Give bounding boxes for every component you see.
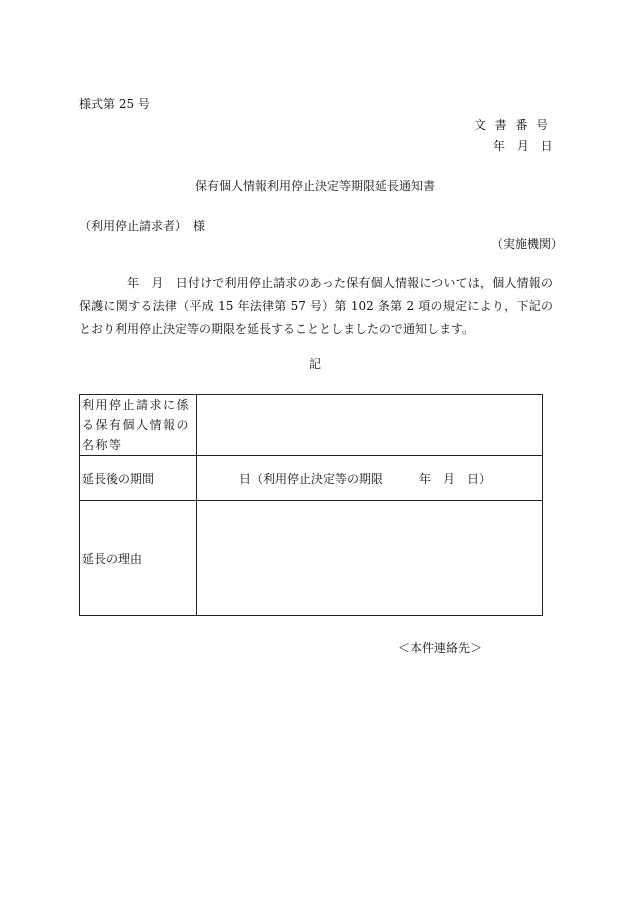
contact-info-label: ＜本件連絡先＞ [398,641,483,655]
document-title: 保有個人情報利用停止決定等期限延長通知書 [194,179,435,193]
document-number-label: 文書番号 [474,118,550,132]
extension-reason-label: 延長の理由 [80,501,197,616]
table-row [80,395,543,456]
ki-heading: 記 [308,357,321,371]
record-table [79,394,543,616]
extended-period-year: 年 [419,471,432,486]
extension-reason-value [197,501,543,616]
form-number: 様式第 25 号 [79,97,150,111]
extended-period-end: 日） [467,471,492,486]
table-row [80,501,543,616]
personal-info-name-value [197,395,543,456]
issuing-agency: （実施機関） [491,237,564,251]
extended-period-day: 日（利用停止決定等の期限 [239,471,384,486]
personal-info-name-label: 利用停止請求に係る保有個人情報の名称等 [80,395,197,456]
body-paragraph: 年 月 日付けで利用停止請求のあった保有個人情報については，個人情報の保護に関する法律（平成 15 年法律第 57 号）第 102 条第 2 項の規定により，下記のとおり利用停止決定等の期限を延長することとしましたので通知します。 [79,276,553,336]
extended-period-value [197,456,543,501]
table-row [80,456,543,501]
addressee: （利用停止請求者） 様 [79,219,206,233]
extended-period-month: 月 [443,471,456,486]
document-date: 年 月 日 [493,139,553,153]
extended-period-label: 延長後の期間 [80,456,197,501]
